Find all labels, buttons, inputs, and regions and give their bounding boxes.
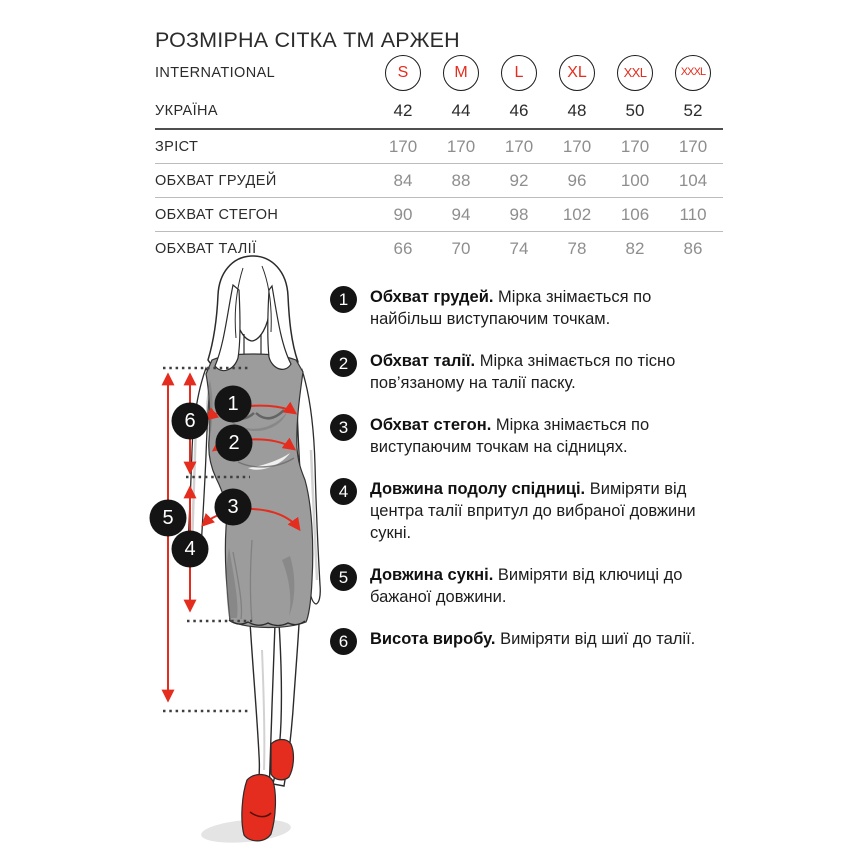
figure-badge-6 xyxy=(172,403,209,440)
measure-value: 90 xyxy=(393,204,413,224)
svg-text:6: 6 xyxy=(184,410,196,432)
legend-number-badge: 4 xyxy=(330,478,357,505)
size-cell xyxy=(432,55,490,91)
figure-illustration xyxy=(140,253,352,850)
row-label: ОБХВАТ СТЕГОН xyxy=(155,206,279,223)
svg-text:5: 5 xyxy=(162,507,174,529)
measure-value: 170 xyxy=(678,136,708,156)
legend-number-badge: 1 xyxy=(330,286,357,313)
figure-badge-1 xyxy=(215,386,252,423)
table-row-ukraine xyxy=(155,93,723,130)
row-label: ЗРІСТ xyxy=(155,138,199,155)
legend-item-3 xyxy=(330,414,730,458)
legend-number-badge: 3 xyxy=(330,414,357,441)
figure-badge-2 xyxy=(216,425,253,462)
measure-value: 66 xyxy=(393,238,413,258)
legend-text: Обхват стегон. Мірка знімається по виступаючим точкам на сідницях. xyxy=(370,416,650,456)
measure-value: 170 xyxy=(562,136,592,156)
row-label: ОБХВАТ ГРУДЕЙ xyxy=(155,172,277,189)
measure-value: 170 xyxy=(504,136,534,156)
table-row-hips xyxy=(155,198,723,232)
figure-badge-3 xyxy=(215,489,252,526)
size-value: 44 xyxy=(451,100,471,120)
svg-text:3: 3 xyxy=(227,496,239,518)
size-circle: M xyxy=(443,55,479,91)
table-row-height xyxy=(155,130,723,164)
size-value: 48 xyxy=(567,100,587,120)
svg-text:1: 1 xyxy=(227,393,239,415)
row-label: УКРАЇНА xyxy=(155,102,219,119)
measure-value: 96 xyxy=(567,170,587,190)
row-label: INTERNATIONAL xyxy=(155,64,276,81)
size-value: 50 xyxy=(625,100,645,120)
measure-value: 170 xyxy=(388,136,418,156)
size-circle: L xyxy=(501,55,537,91)
measure-value: 106 xyxy=(620,204,650,224)
legend-item-5 xyxy=(330,564,730,608)
table-row-chest xyxy=(155,164,723,198)
svg-text:4: 4 xyxy=(184,538,196,560)
legend-text: Довжина сукні. Виміряти від ключиці до бажаної довжини. xyxy=(370,566,683,606)
size-cell xyxy=(374,55,432,91)
measure-value: 170 xyxy=(446,136,476,156)
size-circle: XXL xyxy=(617,55,653,91)
size-circle: XL xyxy=(559,55,595,91)
figure-badge-5 xyxy=(150,500,187,537)
size-cell xyxy=(606,55,664,91)
measure-value: 86 xyxy=(683,238,703,258)
measure-value: 110 xyxy=(679,204,707,224)
table-row-international xyxy=(155,52,723,93)
left-shoe xyxy=(242,774,276,840)
size-cell xyxy=(664,55,722,91)
size-cell xyxy=(490,55,548,91)
legend-text: Довжина подолу спідниці. Виміряти від центра талії впритул до вибраної довжини сукні. xyxy=(370,480,696,542)
size-value: 46 xyxy=(509,100,529,120)
measure-value: 100 xyxy=(620,170,650,190)
measure-value: 102 xyxy=(562,204,592,224)
measure-value: 104 xyxy=(678,170,708,190)
row-label: ОБХВАТ ТАЛІЇ xyxy=(155,240,257,257)
size-cell xyxy=(548,55,606,91)
page-title: РОЗМІРНА СІТКА ТМ АРЖЕН xyxy=(155,28,460,53)
legend-number-badge: 2 xyxy=(330,350,357,377)
legend-item-4 xyxy=(330,478,730,544)
svg-text:2: 2 xyxy=(228,432,240,454)
measure-value: 94 xyxy=(451,204,471,224)
measure-value: 82 xyxy=(625,238,645,258)
measure-value: 78 xyxy=(567,238,587,258)
legend-item-2 xyxy=(330,350,730,394)
measure-value: 170 xyxy=(620,136,650,156)
legend-text: Обхват талії. Мірка знімається по тісно пов’язаному на талії паску. xyxy=(370,352,676,392)
legend-item-6 xyxy=(330,628,730,655)
measure-value: 98 xyxy=(509,204,529,224)
legend-item-1 xyxy=(330,286,730,330)
legend-number-badge: 5 xyxy=(330,564,357,591)
size-value: 42 xyxy=(393,100,413,120)
legend-text: Висота виробу. Виміряти від шиї до талії. xyxy=(370,630,696,648)
measure-value: 84 xyxy=(393,170,413,190)
legend-number-badge: 6 xyxy=(330,628,357,655)
right-shoe xyxy=(271,740,293,780)
measure-value: 74 xyxy=(509,238,529,258)
measurement-legend xyxy=(330,286,730,675)
legend-text: Обхват грудей. Мірка знімається по найбільш виступаючим точкам. xyxy=(370,288,652,328)
measure-value: 70 xyxy=(451,238,471,258)
size-circle: XXXL xyxy=(675,55,711,91)
size-circle: S xyxy=(385,55,421,91)
figure-badge-4 xyxy=(172,531,209,568)
measure-value: 88 xyxy=(451,170,471,190)
size-table xyxy=(155,52,723,265)
measure-value: 92 xyxy=(509,170,529,190)
size-value: 52 xyxy=(683,100,703,120)
